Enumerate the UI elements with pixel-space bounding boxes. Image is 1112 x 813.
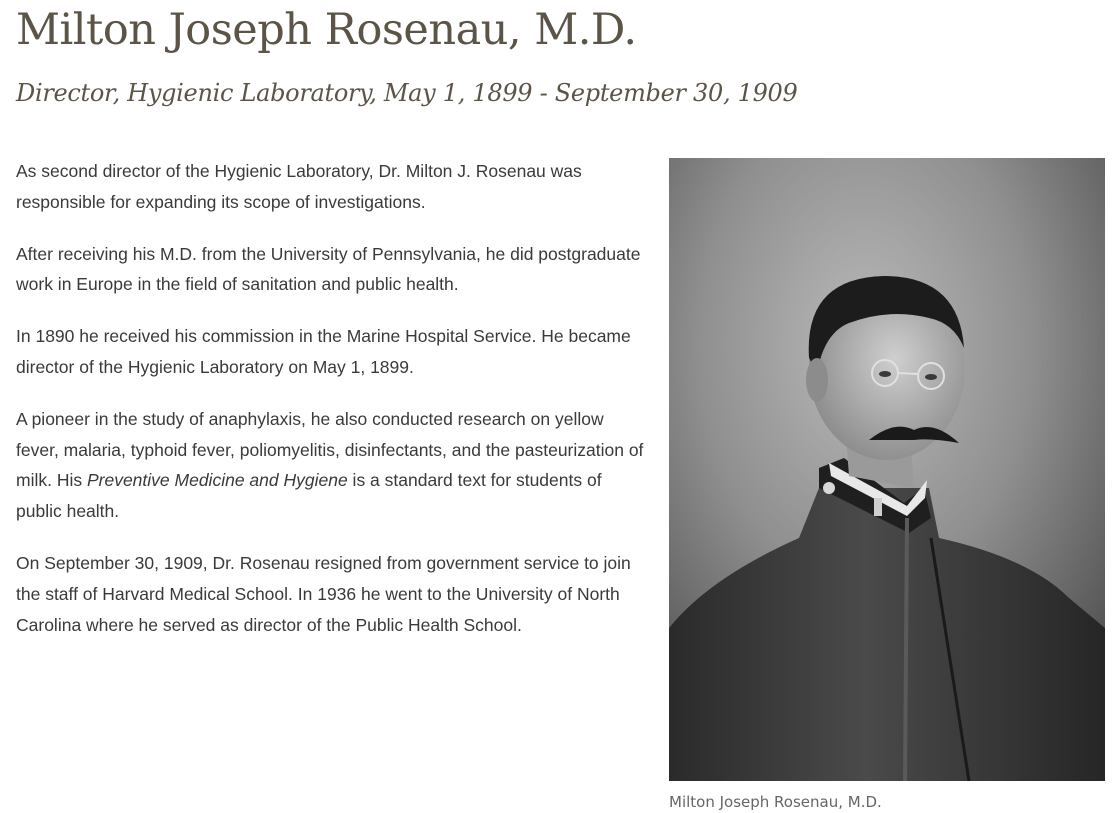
portrait-photo [669,158,1105,781]
paragraph-commission: In 1890 he received his commission in the Marine Hospital Service. He became director of the Hygienic Laboratory on May 1, 1899. [16,326,631,377]
portrait-figure [669,158,1105,812]
paragraph-later-career: On September 30, 1909, Dr. Rosenau resigned from government service to join the staff of Harvard Medical School. In 1936 he went to the University of North Carolina where he served as director of the Public Health School. [16,552,631,635]
page-subtitle: Director, Hygienic Laboratory, May 1, 1899 - September 30, 1909 [16,79,798,107]
paragraph-research [16,404,646,527]
research-text-start: A pioneer in the study of anaphylaxis, he also conducted research on yellow fever, malaria, typhoid fever, poliomyelitis, disinfectants, and the pasteurization of milk. His [16,408,644,491]
book-title: Preventive Medicine and Hygiene [86,470,348,491]
research-text-end: is a standard text for students of public health. [16,470,602,522]
page-title: Milton Joseph Rosenau, M.D. [16,5,637,55]
paragraph-education: After receiving his M.D. from the University of Pennsylvania, he did postgraduate work in Europe in the field of sanitation and public health. [16,243,641,295]
paragraph-intro: As second director of the Hygienic Laboratory, Dr. Milton J. Rosenau was responsible for expanding its scope of investigations. [16,161,582,212]
portrait-caption: Milton Joseph Rosenau, M.D. [669,793,882,811]
biography-text [16,156,646,661]
